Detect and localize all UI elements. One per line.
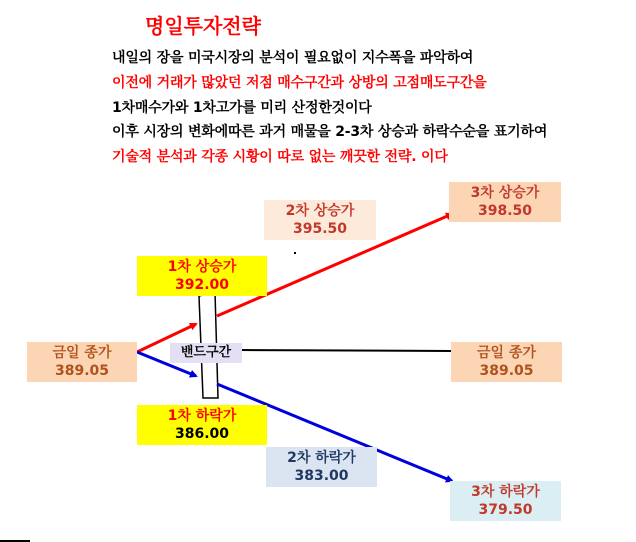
description-line-1: 내일의 장을 미국시장의 분석이 필요없이 지수폭을 파악하여 bbox=[112, 50, 474, 66]
first-rise-label: 1차 상승가 bbox=[167, 259, 237, 275]
today-close-left-value: 389.05 bbox=[54, 363, 110, 379]
second-rise-value: 395.50 bbox=[292, 221, 348, 237]
first-fall-box bbox=[137, 405, 267, 445]
second-fall-box bbox=[266, 447, 377, 487]
third-rise-box bbox=[449, 182, 561, 222]
today-close-right-label: 금일 종가 bbox=[477, 345, 536, 361]
description-line-4: 이후 시장의 변화에따른 과거 매물을 2-3차 상승과 하락수순을 표기하여 bbox=[112, 124, 548, 140]
description-line-5: 기술적 분석과 각종 시황이 따로 없는 깨끗한 전략. 이다 bbox=[112, 149, 448, 165]
first-fall-value: 386.00 bbox=[174, 426, 230, 442]
first-rise-value: 392.00 bbox=[174, 277, 230, 293]
band-label: 밴드구간 bbox=[170, 343, 242, 363]
dot-mark bbox=[294, 252, 296, 254]
second-rise-box bbox=[264, 200, 376, 240]
third-fall-box bbox=[450, 481, 561, 521]
second-fall-label: 2차 하락가 bbox=[287, 450, 356, 466]
page-title: 명일투자전략 bbox=[145, 14, 261, 38]
third-rise-value: 398.50 bbox=[477, 203, 533, 219]
third-fall-label: 3차 하락가 bbox=[471, 484, 540, 500]
description-line-3: 1차매수가와 1차고가를 미리 산정한것이다 bbox=[112, 100, 372, 116]
second-fall-value: 383.00 bbox=[294, 468, 349, 484]
today-close-left-label: 금일 종가 bbox=[52, 345, 112, 361]
first-fall-label: 1차 하락가 bbox=[167, 408, 237, 424]
first-rise-box bbox=[137, 256, 267, 296]
today-close-left-box bbox=[27, 342, 137, 382]
today-close-right-box bbox=[451, 342, 562, 382]
third-fall-value: 379.50 bbox=[478, 502, 533, 518]
third-rise-label: 3차 상승가 bbox=[470, 185, 540, 201]
description-line-2: 이전에 거래가 많았던 저점 매수구간과 상방의 고점매도구간을 bbox=[112, 75, 487, 91]
today-close-right-value: 389.05 bbox=[479, 363, 534, 379]
band-line bbox=[240, 350, 452, 351]
second-rise-label: 2차 상승가 bbox=[285, 203, 355, 219]
